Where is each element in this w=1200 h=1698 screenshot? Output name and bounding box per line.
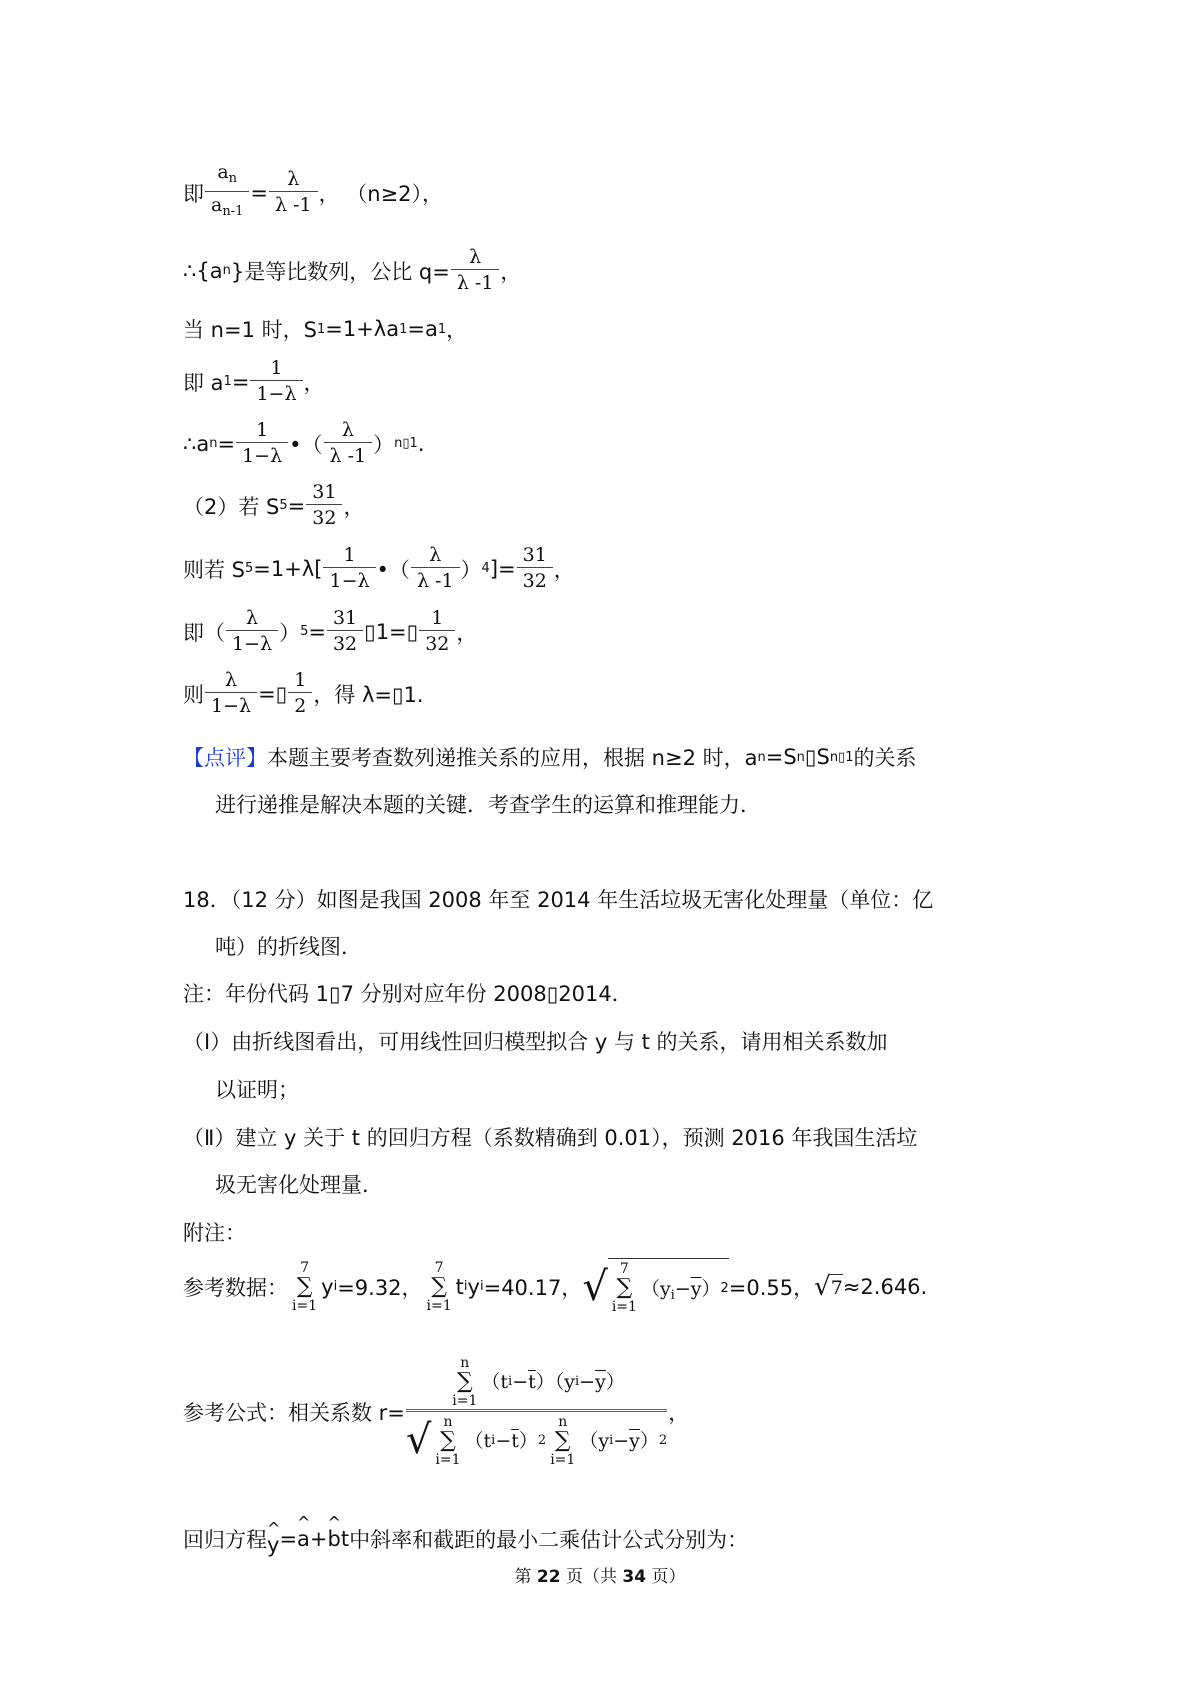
- text: λ -1: [269, 191, 318, 218]
- page-number: 22: [536, 1567, 561, 1587]
- text: a: [217, 161, 229, 183]
- text: 页）: [646, 1567, 686, 1587]
- text: 1−λ: [323, 567, 375, 594]
- text: i: [670, 1287, 675, 1303]
- text: =: [279, 1527, 298, 1551]
- text: 32: [327, 630, 363, 657]
- text: =: [250, 180, 268, 205]
- text: ∑: [456, 1369, 473, 1394]
- text: ）: [518, 1430, 538, 1452]
- text: 参考数据：: [183, 1275, 288, 1300]
- text: t: [340, 1527, 350, 1551]
- text: i: [508, 1374, 513, 1389]
- text: 即 a: [183, 370, 224, 395]
- text: i: [574, 1374, 580, 1389]
- solution-line-6: [183, 480, 364, 531]
- text: n: [757, 749, 766, 765]
- text: .: [417, 431, 425, 456]
- review-line-1: [183, 742, 916, 772]
- text: ≈2.646.: [842, 1274, 928, 1299]
- text: 1: [223, 374, 232, 389]
- fraction: [517, 543, 553, 594]
- text: t: [455, 1274, 464, 1299]
- sum-symbol: [550, 1414, 575, 1468]
- fraction: [327, 606, 363, 657]
- text: i: [463, 1279, 468, 1294]
- text: 1−λ: [226, 630, 278, 657]
- solution-line-8: [183, 606, 477, 657]
- text: ，: [303, 370, 325, 395]
- fraction: [226, 606, 278, 657]
- text: ）: [701, 1277, 721, 1300]
- text: ，: [446, 318, 468, 342]
- text: ， （n≥2），: [318, 181, 444, 206]
- text: 31: [332, 607, 358, 629]
- part-2: （Ⅱ）建立 y 关于 t 的回归方程（系数精确到 0.01），预测 2016 年我国生活垃: [183, 1126, 918, 1150]
- text: ，得 λ=▯1.: [313, 682, 424, 707]
- solution-line-3: [183, 314, 467, 344]
- text: 则: [183, 682, 204, 707]
- text: −: [579, 1371, 596, 1393]
- text: ）: [279, 620, 301, 645]
- text: ▯1=▯: [364, 619, 419, 644]
- text: i: [333, 1279, 338, 1294]
- text: 2: [720, 1280, 729, 1296]
- text: i=1: [611, 1299, 637, 1315]
- fraction: [323, 543, 375, 594]
- text: （t: [464, 1430, 492, 1452]
- text: }是等比数列，公比 q=: [230, 259, 450, 284]
- fraction: [324, 418, 373, 469]
- text: λ: [429, 544, 442, 566]
- text: ∑: [296, 1273, 313, 1299]
- text: =1+λ[: [253, 556, 323, 581]
- text: 5: [300, 624, 309, 639]
- text: n: [460, 1355, 470, 1371]
- text: ，: [500, 259, 522, 284]
- text: ）: [373, 432, 395, 457]
- fraction: [451, 245, 500, 296]
- text: （y: [579, 1430, 610, 1452]
- text: =40.17，: [483, 1275, 583, 1300]
- text: i=1: [426, 1297, 452, 1314]
- text: 的关系: [853, 746, 917, 770]
- text: （2）若 S: [183, 494, 280, 519]
- text: 1: [316, 321, 326, 337]
- text: 7: [831, 1274, 843, 1299]
- text: λ -1: [411, 567, 460, 594]
- text: 4: [481, 561, 490, 576]
- text: =: [217, 431, 236, 456]
- b-hat: ^ b: [328, 1527, 341, 1551]
- text: 则若 S: [183, 557, 246, 582]
- problem-note: 注：年份代码 1▯7 分别对应年份 2008▯2014．: [183, 982, 633, 1006]
- text: 第: [514, 1567, 537, 1587]
- text: λ: [341, 419, 354, 441]
- fraction: [236, 418, 288, 469]
- text: λ -1: [324, 442, 373, 469]
- text: n▯1: [394, 436, 418, 451]
- text: n▯1: [829, 749, 854, 765]
- part-1-cont: 以证明；: [215, 1078, 299, 1102]
- text: i: [479, 1279, 484, 1294]
- square-root: √ 7: [814, 1271, 843, 1302]
- text: ，: [343, 494, 365, 519]
- text: ，: [553, 557, 575, 582]
- text: n: [558, 1414, 568, 1430]
- text: n: [443, 1414, 453, 1430]
- text: λ: [225, 669, 238, 691]
- text: •（: [289, 432, 323, 457]
- text: ）: [639, 1430, 659, 1452]
- text: a: [211, 194, 223, 216]
- text: $\overline{t}$: [528, 1371, 536, 1393]
- solution-line-7: [183, 543, 575, 594]
- solution-line-2: [183, 245, 521, 296]
- sum-symbol: [292, 1260, 317, 1314]
- text: λ -1: [451, 269, 500, 296]
- text: λ: [287, 168, 300, 190]
- text: 7: [619, 1261, 629, 1277]
- fraction: [288, 668, 312, 719]
- text: 1−λ: [205, 692, 257, 719]
- solution-line-4: [183, 356, 325, 407]
- text: i=1: [452, 1393, 478, 1409]
- text: $\overline{y}$: [595, 1371, 606, 1393]
- text: ，: [668, 1400, 690, 1425]
- text: 2: [537, 1433, 547, 1448]
- text: 1: [294, 669, 307, 691]
- text: 当 n=1 时，S: [183, 318, 317, 342]
- text: 1: [270, 357, 283, 379]
- text: $\overline{t}$: [511, 1430, 519, 1452]
- text: −: [512, 1371, 529, 1393]
- text: =S: [765, 745, 797, 769]
- y-hat: ^ y: [267, 1533, 279, 1557]
- total-pages: 34: [622, 1567, 647, 1587]
- text: n-1: [222, 204, 244, 219]
- regression-line: [183, 1524, 749, 1557]
- text: 即（: [183, 620, 225, 645]
- text: =0.55，: [728, 1275, 815, 1300]
- fraction: [306, 480, 342, 531]
- text: =: [287, 493, 306, 518]
- sum-symbol: [427, 1260, 452, 1314]
- text: 中斜率和截距的最小二乘估计公式分别为：: [349, 1528, 749, 1552]
- solution-line-5: [183, 418, 425, 469]
- text: =1+λa: [325, 317, 400, 341]
- text: n: [209, 436, 218, 451]
- text: 31: [522, 544, 547, 566]
- solution-line-9: [183, 668, 424, 719]
- text: 32: [517, 567, 553, 594]
- text: ∑: [431, 1273, 447, 1299]
- review-tag: 【点评】: [183, 746, 267, 770]
- problem-title-cont: 吨）的折线图．: [215, 935, 362, 959]
- text: i=1: [550, 1452, 576, 1468]
- reference-formula: [183, 1355, 689, 1468]
- text: 1−λ: [250, 380, 302, 407]
- text: 7: [300, 1259, 310, 1276]
- text: 1: [431, 607, 444, 629]
- text: 参考公式：相关系数 r=: [183, 1400, 405, 1425]
- text: +: [309, 1527, 328, 1551]
- text: ∴{a: [183, 258, 223, 283]
- text: 1: [343, 544, 356, 566]
- text: =: [231, 369, 250, 394]
- text: ）（y: [535, 1371, 575, 1393]
- text: =9.32，: [337, 1275, 423, 1300]
- sum-symbol: [612, 1261, 637, 1315]
- text: 1: [399, 321, 408, 337]
- text: $\overline{y}$: [629, 1430, 640, 1452]
- text: =: [308, 619, 326, 644]
- correlation-fraction: n ∑ i=1 （t i − $\overline{t}$ ）（y i − $\overline{y}$ ） √ n ∑ i=1 （t i − $\overline{t}$ ） 2 n ∑ i=1 （y i − $\overline{y}$ ） 2: [405, 1355, 668, 1468]
- text: λ: [469, 246, 482, 268]
- text: =a: [407, 317, 438, 341]
- text: λ: [246, 607, 259, 629]
- review-line-2: 进行递推是解决本题的关键．考查学生的运算和推理能力．: [215, 793, 761, 817]
- text: 回归方程: [183, 1528, 267, 1552]
- fraction: [250, 356, 302, 407]
- fraction: [269, 167, 318, 218]
- page-footer: [0, 1562, 1200, 1587]
- text: ∴a: [183, 431, 210, 456]
- text: =▯: [258, 681, 288, 706]
- fraction: [205, 668, 257, 719]
- text: ∑: [440, 1428, 456, 1453]
- solution-line-1: [183, 160, 443, 225]
- text: −: [613, 1430, 630, 1452]
- appendix-label: 附注：: [183, 1221, 246, 1245]
- text: •（: [376, 557, 410, 582]
- fraction: [205, 160, 249, 225]
- text: ）: [605, 1371, 625, 1393]
- text: i: [491, 1433, 496, 1448]
- text: y: [467, 1274, 480, 1299]
- text: i=1: [292, 1297, 318, 1314]
- text: ]=: [489, 556, 516, 581]
- a-hat: ^ a: [297, 1527, 310, 1551]
- text: ∑: [616, 1275, 633, 1300]
- text: 32: [306, 504, 342, 531]
- text: i=1: [435, 1452, 461, 1468]
- text: $\overline{y}$: [690, 1277, 702, 1300]
- text: y: [321, 1274, 334, 1299]
- text: n: [228, 171, 238, 186]
- text: 1−λ: [236, 442, 288, 469]
- text: n: [222, 263, 231, 278]
- text: ▯S: [804, 745, 830, 769]
- problem-title: 18．（12 分）如图是我国 2008 年至 2014 年生活垃圾无害化处理量（单位：亿: [183, 888, 934, 912]
- text: （t: [481, 1371, 509, 1393]
- text: （y: [640, 1277, 671, 1300]
- text: ∑: [554, 1428, 571, 1453]
- text: 5: [245, 561, 254, 576]
- text: i: [609, 1433, 614, 1448]
- text: 7: [434, 1259, 444, 1276]
- text: 5: [279, 498, 288, 513]
- text: ，: [456, 620, 478, 645]
- text: n: [796, 749, 805, 765]
- text: 页（共: [560, 1567, 623, 1587]
- sum-symbol: [452, 1355, 477, 1409]
- text: ）: [460, 557, 482, 582]
- text: 1: [437, 321, 447, 337]
- sum-symbol: [435, 1414, 460, 1468]
- reference-data: [183, 1258, 927, 1315]
- text: 2: [288, 692, 312, 719]
- fraction: [419, 606, 455, 657]
- text: 2: [658, 1433, 668, 1448]
- part-1: （Ⅰ）由折线图看出，可用线性回归模型拟合 y 与 t 的关系，请用相关系数加: [183, 1030, 888, 1054]
- part-2-cont: 圾无害化处理量．: [215, 1173, 383, 1197]
- text: 1: [256, 419, 269, 441]
- text: 即: [183, 181, 204, 206]
- text: −: [674, 1277, 691, 1300]
- text: 32: [419, 630, 455, 657]
- fraction: [411, 543, 460, 594]
- square-root: √ 7 ∑ i=1 $(y_i-\overline{y})$ 2: [582, 1258, 728, 1315]
- text: 31: [312, 481, 337, 503]
- text: 本题主要考查数列递推关系的应用，根据 n≥2 时，a: [267, 746, 758, 770]
- text: −: [495, 1430, 512, 1452]
